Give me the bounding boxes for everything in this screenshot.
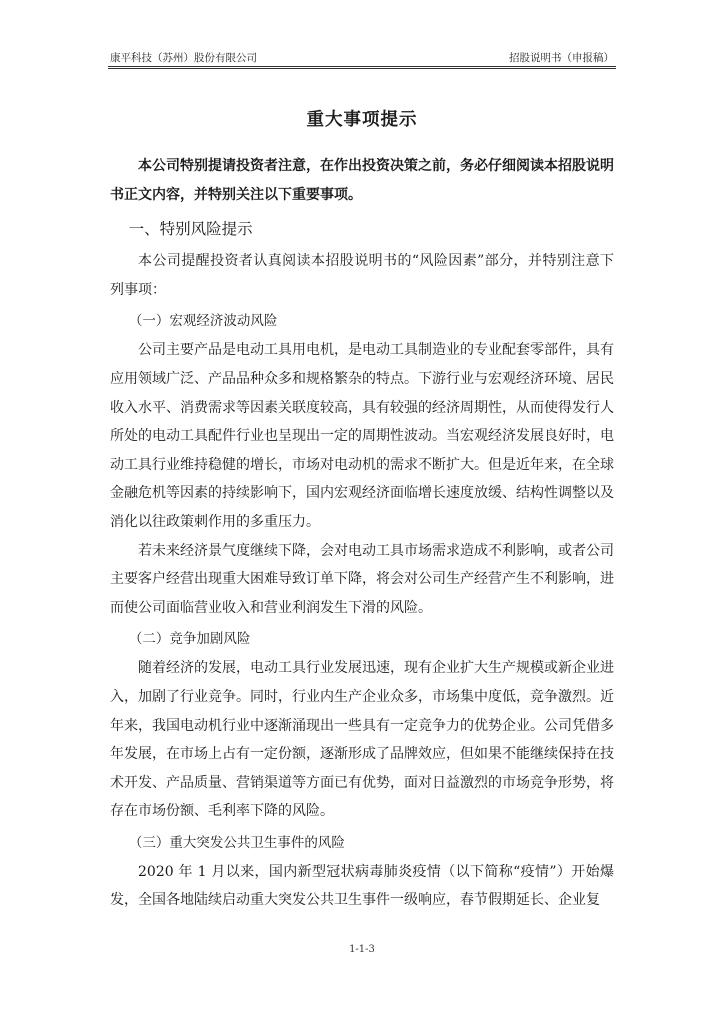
risk-paragraph: 随着经济的发展，电动工具行业发展迅速，现有企业扩大生产规模或新企业进入，加剧了行业竞争。同时，行业内生产企业众多，市场集中度低，竞争激烈。近年来，我国电动机行业中逐渐涌现出一些具有一定竞争力的优势企业。公司凭借多年发展，在市场上占有一定份额，逐渐形成了品牌效应，但如果不能继续保持在技术开发、产品质量、营销渠道等方面已有优势，面对日益激烈的市场竞争形势，将存在市场份额、毛利率下降的风险。: [110, 660, 614, 820]
header-document-type: 招股说明书（申报稿）: [509, 52, 614, 64]
page-number: 1-1-3: [349, 944, 375, 955]
risk-heading-competition: （二）竞争加剧风险: [128, 631, 251, 648]
header-divider: [108, 66, 616, 69]
risk-paragraph: 若未来经济景气度继续下降，会对电动工具市场需求造成不利影响，或者公司主要客户经营出现重大困难导致订单下降，将会对公司生产经营产生不利影响，进而使公司面临营业收入和营业利润发生下滑的风险。: [110, 542, 614, 616]
risk-paragraph: 2020 年 1 月以来，国内新型冠状病毒肺炎疫情（以下简称“疫情”）开始爆发，全国各地陆续启动重大突发公共卫生事件一级响应，春节假期延长、企业复: [110, 863, 614, 909]
page-title: 重大事项提示: [306, 110, 418, 130]
risk-paragraph: 公司主要产品是电动工具用电机，是电动工具制造业的专业配套零部件，具有应用领域广泛、产品品种众多和规格繁杂的特点。下游行业与宏观经济环境、居民收入水平、消费需求等因素关联度较高，具有较强的经济周期性，从而使得发行人所处的电动工具配件行业也呈现出一定的周期性波动。当宏观经济发展良好时，电动工具行业维持稳健的增长，市场对电动机的需求不断扩大。但是近年来，在全球金融危机等因素的持续影响下，国内宏观经济面临增长速度放缓、结构性调整以及消化以往政策刺作用的多重压力。: [110, 342, 614, 530]
section-heading-special-risks: 一、特别风险提示: [128, 220, 253, 239]
header-company-name: 康平科技（苏州）股份有限公司: [110, 52, 257, 64]
document-body: [110, 152, 614, 915]
risk-heading-public-health: （三）重大突发公共卫生事件的风险: [128, 834, 345, 851]
risk-heading-macro: （一）宏观经济波动风险: [128, 313, 278, 330]
section-intro: 本公司提醒投资者认真阅读本招股说明书的“风险因素”部分，并特别注意下列事项：: [110, 253, 614, 298]
intro-notice: 本公司特别提请投资者注意，在作出投资决策之前，务必仔细阅读本招股说明书正文内容，并特别关注以下重要事项。: [110, 158, 614, 203]
page-header: [110, 49, 614, 67]
